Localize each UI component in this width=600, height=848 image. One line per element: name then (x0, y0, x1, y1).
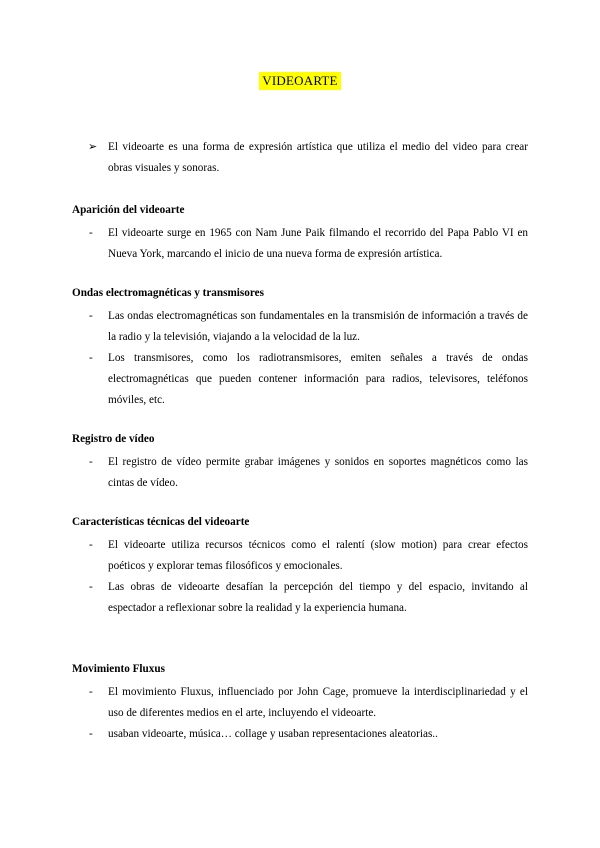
intro-paragraph (88, 137, 528, 179)
list-item-text: El videoarte utiliza recursos técnicos como el ralentí (slow motion) para crear efectos poéticos y explorar temas filosóficos y emocionales. (108, 539, 528, 572)
dash-bullet: - (89, 728, 93, 740)
section-heading: Ondas electromagnéticas y transmisores (72, 287, 264, 299)
section-aparicion (72, 203, 528, 265)
list-item-text: usaban videoarte, música… collage y usaban representaciones aleatorias.. (108, 728, 438, 740)
section-heading: Movimiento Fluxus (72, 663, 165, 675)
list-item-text: Las obras de videoarte desafían la percepción del tiempo y del espacio, invitando al espectador a reflexionar sobre la realidad y la experiencia humana. (108, 581, 528, 614)
dash-bullet: - (89, 686, 93, 698)
section-registro (72, 432, 528, 494)
dash-bullet: - (89, 539, 93, 551)
section-heading: Características técnicas del videoarte (72, 516, 250, 528)
bullet-list (72, 223, 528, 265)
list-item-text: Las ondas electromagnéticas son fundamentales en la transmisión de información a través de la radio y la televisión, viajando a la velocidad de la luz. (108, 310, 528, 343)
dash-bullet: - (89, 310, 93, 322)
list-item (72, 452, 528, 494)
dash-bullet: - (89, 456, 93, 468)
section-ondas (72, 286, 528, 411)
bullet-list (72, 306, 528, 411)
bullet-list (72, 682, 528, 745)
title-wrap (0, 72, 600, 90)
intro-text: El videoarte es una forma de expresión artística que utiliza el medio del video para crear obras visuales y sonoras. (108, 141, 528, 174)
section-fluxus (72, 662, 528, 745)
dash-bullet: - (89, 581, 93, 593)
list-item (72, 223, 528, 265)
list-item-text: El videoarte surge en 1965 con Nam June Paik filmando el recorrido del Papa Pablo VI en Nueva York, marcando el inicio de una nueva forma de expresión artística. (108, 227, 528, 260)
section-heading: Registro de vídeo (72, 433, 155, 445)
dash-bullet: - (89, 227, 93, 239)
list-item (72, 535, 528, 577)
list-item (72, 577, 528, 619)
bullet-list (72, 535, 528, 619)
list-item-text: El movimiento Fluxus, influenciado por John Cage, promueve la interdisciplinariedad y el uso de diferentes medios en el arte, incluyendo el videoarte. (108, 686, 528, 719)
list-item (72, 306, 528, 348)
document-title: VIDEOARTE (259, 72, 340, 90)
list-item (72, 724, 528, 745)
dash-bullet: - (89, 352, 93, 364)
bullet-list (72, 452, 528, 494)
list-item-text: El registro de vídeo permite grabar imágenes y sonidos en soportes magnéticos como las cintas de vídeo. (108, 456, 528, 489)
section-caracteristicas (72, 515, 528, 619)
list-item (72, 682, 528, 724)
section-heading: Aparición del videoarte (72, 204, 185, 216)
arrow-bullet-icon: ➢ (88, 141, 98, 153)
list-item (72, 348, 528, 411)
list-item-text: Los transmisores, como los radiotransmisores, emiten señales a través de ondas electromagnéticas que pueden contener información para radios, televisores, teléfonos móviles, etc. (108, 352, 528, 406)
